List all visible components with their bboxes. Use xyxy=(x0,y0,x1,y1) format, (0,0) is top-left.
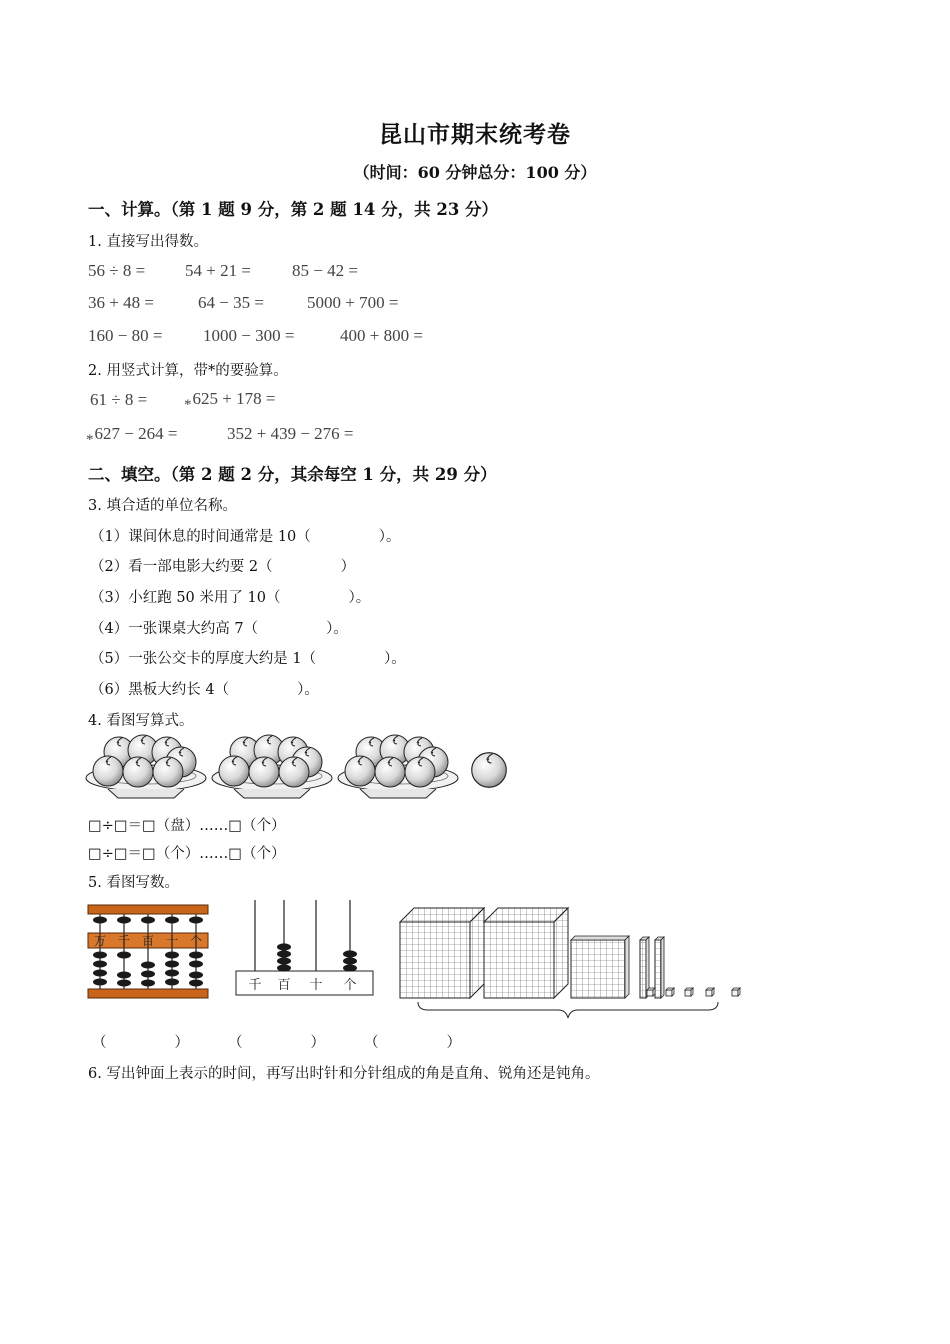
q2-expr: 352 + 439 − 276 = xyxy=(227,424,354,443)
plate-with-apples xyxy=(212,735,332,798)
plate-with-apples xyxy=(338,735,458,798)
thousand-cube xyxy=(484,908,568,998)
q6-prompt: 6. 写出钟面上表示的时间，再写出时针和分针组成的角是直角、锐角还是钝角。 xyxy=(88,1066,600,1082)
single-apple xyxy=(472,753,507,788)
q3-item: （4）一张课桌大约高 7（ ）。 xyxy=(90,621,348,637)
unit-cube xyxy=(685,988,693,996)
apples-on-plates-illustration xyxy=(84,734,514,808)
q5-answer-blank[interactable]: （ ） xyxy=(228,1035,325,1051)
abacus-illustration xyxy=(86,903,212,1000)
grouping-brace xyxy=(418,1002,718,1018)
q4-formula: □÷□＝□（个）……□（个） xyxy=(88,846,286,862)
q1-expr: 54 + 21 = xyxy=(185,261,251,280)
unit-cube xyxy=(666,988,674,996)
rod-place-label: 千 xyxy=(248,978,262,993)
page-title: 昆山市期末统考卷 xyxy=(379,121,571,148)
section1-heading: 一、计算。（第 1 题 9 分，第 2 题 14 分，共 23 分） xyxy=(88,200,499,219)
unit-cube xyxy=(732,988,740,996)
page-subtitle: （时间：60 分钟总分：100 分） xyxy=(353,163,597,182)
base-ten-blocks-illustration xyxy=(396,906,750,1024)
plate-with-apples xyxy=(86,735,206,798)
abacus-place-label: 个 xyxy=(189,934,203,948)
q1-expr: 400 + 800 = xyxy=(340,326,423,345)
q4-formula: □÷□＝□（盘）……□（个） xyxy=(88,818,286,834)
thousand-cube xyxy=(400,908,484,998)
q1-expr: 160 − 80 = xyxy=(88,326,163,345)
q2-expr-starred: *627 − 264 = xyxy=(86,424,178,448)
abacus-place-label: 百 xyxy=(141,934,155,948)
q4-prompt: 4. 看图写算式。 xyxy=(88,713,194,729)
q5-answer-blank[interactable]: （ ） xyxy=(92,1035,189,1051)
counting-abacus-illustration xyxy=(232,898,378,1000)
abacus-place-label: 万 xyxy=(93,934,107,948)
hundred-flat xyxy=(571,936,629,998)
q3-item: （2）看一部电影大约要 2（ ） xyxy=(90,559,356,575)
q3-item: （1）课间休息的时间通常是 10（ ）。 xyxy=(90,529,401,545)
rod-place-label: 百 xyxy=(277,978,291,993)
q2-prompt: 2. 用竖式计算，带*的要验算。 xyxy=(88,363,288,379)
q3-prompt: 3. 填合适的单位名称。 xyxy=(88,498,237,514)
star-mark: * xyxy=(184,397,192,413)
q2-expr: 61 ÷ 8 = xyxy=(90,390,148,409)
q1-expr: 56 ÷ 8 = xyxy=(88,261,146,280)
q1-expr: 36 + 48 = xyxy=(88,293,154,312)
q1-expr: 64 − 35 = xyxy=(198,293,264,312)
abacus-place-label: 千 xyxy=(117,934,131,948)
q1-expr: 85 − 42 = xyxy=(292,261,358,280)
q5-answer-blank[interactable]: （ ） xyxy=(364,1035,461,1051)
q1-expr: 5000 + 700 = xyxy=(307,293,399,312)
q1-prompt: 1. 直接写出得数。 xyxy=(88,234,208,250)
section2-heading: 二、填空。（第 2 题 2 分，其余每空 1 分，共 29 分） xyxy=(88,465,497,484)
q3-item: （6）黑板大约长 4（ ）。 xyxy=(90,682,319,698)
abacus-place-label: 十 xyxy=(165,934,179,948)
q2-expr-starred: *625 + 178 = xyxy=(184,389,276,413)
rod-place-label: 十 xyxy=(309,978,323,993)
rod-place-label: 个 xyxy=(343,978,357,993)
q3-item: （5）一张公交卡的厚度大约是 1（ ）。 xyxy=(90,651,406,667)
ten-rod xyxy=(655,937,664,998)
q1-expr: 1000 − 300 = xyxy=(203,326,295,345)
unit-cube xyxy=(647,988,655,996)
q3-item: （3）小红跑 50 米用了 10（ ）。 xyxy=(90,590,371,606)
q5-prompt: 5. 看图写数。 xyxy=(88,875,179,891)
star-mark: * xyxy=(86,432,94,448)
unit-cube xyxy=(706,988,714,996)
